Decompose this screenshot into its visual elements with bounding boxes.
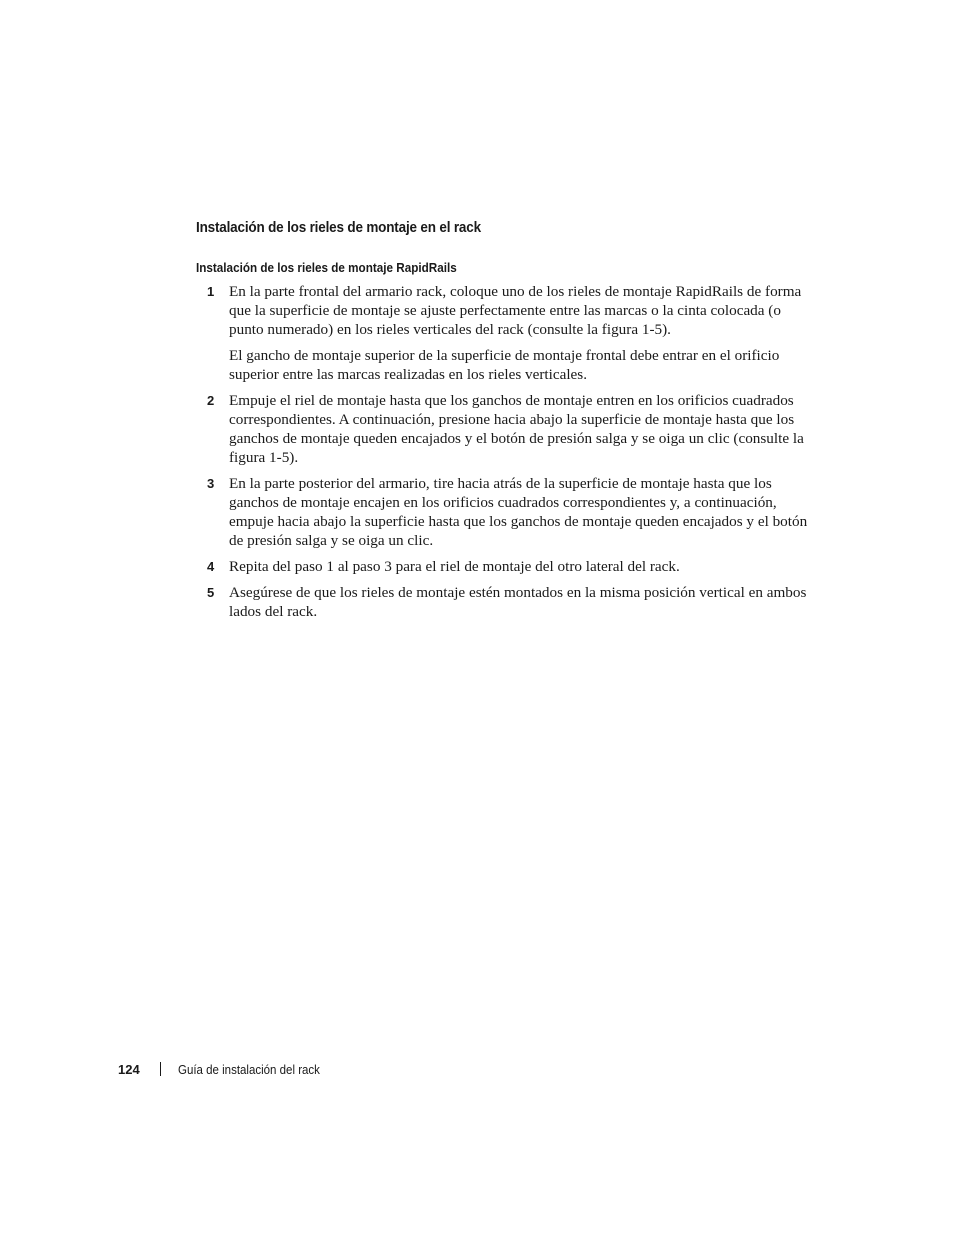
step-number: 5 — [207, 585, 215, 600]
step-number: 3 — [207, 476, 215, 491]
step-4 — [196, 557, 816, 576]
step-5 — [196, 583, 816, 621]
step-text: Repita del paso 1 al paso 3 para el riel de montaje del otro lateral del rack. — [229, 558, 680, 575]
page-number: 124 — [118, 1062, 140, 1077]
footer-doc-title: Guía de instalación del rack — [177, 1063, 320, 1077]
step-text: En la parte frontal del armario rack, coloque uno de los rieles de montaje RapidRails de forma que la superficie de montaje se ajuste perfectamente entre las marcas o la cinta colocada (o punto numerado) en los rieles verticales del rack (consulte la figura 1-5). — [229, 283, 802, 338]
step-text: Empuje el riel de montaje hasta que los ganchos de montaje entren en los orificios cuadrados correspondientes. A continuación, presione hacia abajo la superficie de montaje hasta que los ganchos de montaje queden encajados y el botón de presión salga y se oiga un clic (consulte la figura 1-5). — [229, 392, 804, 466]
page-footer — [118, 1062, 332, 1077]
step-note: El gancho de montaje superior de la superficie de montaje frontal debe entrar en el orificio superior entre las marcas realizadas en los rieles verticales. — [229, 347, 780, 383]
step-text: Asegúrese de que los rieles de montaje estén montados en la misma posición vertical en ambos lados del rack. — [229, 584, 807, 620]
subsection-title: Instalación de los rieles de montaje RapidRails — [196, 260, 457, 275]
step-1 — [196, 282, 816, 384]
step-number: 4 — [207, 559, 215, 574]
step-text: En la parte posterior del armario, tire hacia atrás de la superficie de montaje hasta que los ganchos de montaje encajen en los orificios cuadrados correspondientes y, a continuación, empuje hacia abajo la superficie hasta que los ganchos de montaje queden encajados y el botón de presión salga y se oiga un clic. — [229, 475, 808, 549]
step-2 — [196, 391, 816, 467]
footer-divider — [160, 1062, 161, 1076]
section-title: Instalación de los rieles de montaje en el rack — [196, 219, 481, 236]
step-number: 1 — [207, 284, 215, 299]
steps-list — [196, 282, 816, 628]
step-number: 2 — [207, 393, 215, 408]
step-3 — [196, 474, 816, 550]
